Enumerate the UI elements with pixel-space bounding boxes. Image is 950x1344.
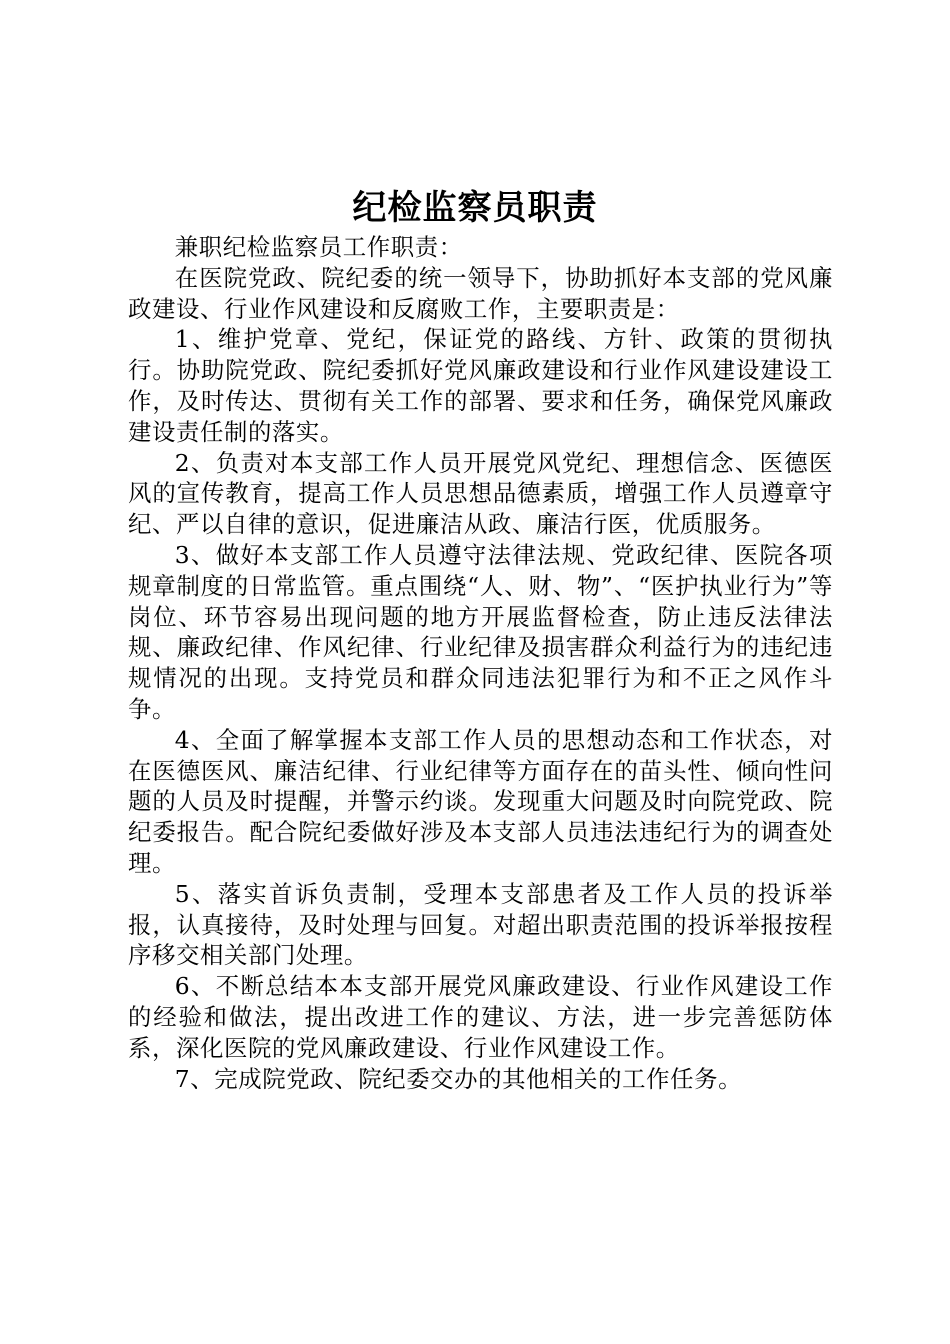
paragraph-item-2: 2、负责对本支部工作人员开展党风党纪、理想信念、医德医风的宣传教育，提高工作人员思想品德素质，增强工作人员遵章守纪、严以自律的意识，促进廉洁从政、廉洁行医，优质服务。 (128, 448, 833, 539)
document-body (128, 232, 833, 1094)
paragraph-item-3: 3、做好本支部工作人员遵守法律法规、党政纪律、医院各项规章制度的日常监管。重点围绕“人、财、物”、“医护执业行为”等岗位、环节容易出现问题的地方开展监督检查，防止违反法律法规、廉政纪律、作风纪律、行业纪律及损害群众利益行为的违纪违规情况的出现。支持党员和群众同违法犯罪行为和不正之风作斗争。 (128, 540, 833, 723)
paragraph-preamble: 在医院党政、院纪委的统一领导下，协助抓好本支部的党风廉政建设、行业作风建设和反腐败工作，主要职责是： (128, 263, 833, 323)
document-title: 纪检监察员职责 (352, 188, 598, 228)
paragraph-intro: 兼职纪检监察员工作职责： (174, 233, 463, 261)
paragraph-item-6: 6、不断总结本本支部开展党风廉政建设、行业作风建设工作的经验和做法，提出改进工作的建议、方法，进一步完善惩防体系，深化医院的党风廉政建设、行业作风建设工作。 (128, 972, 833, 1062)
paragraph-item-5: 5、落实首诉负责制，受理本支部患者及工作人员的投诉举报，认真接待，及时处理与回复。对超出职责范围的投诉举报按程序移交相关部门处理。 (128, 879, 833, 970)
paragraph-item-7: 7、完成院党政、院纪委交办的其他相关的工作任务。 (174, 1064, 743, 1093)
paragraph-item-4: 4、全面了解掌握本支部工作人员的思想动态和工作状态，对在医德医风、廉洁纪律、行业纪律等方面存在的苗头性、倾向性问题的人员及时提醒，并警示约谈。发现重大问题及时向院党政、院纪委报告。配合院纪委做好涉及本支部人员违法违纪行为的调查处理。 (128, 725, 833, 877)
paragraph-item-1: 1、维护党章、党纪，保证党的路线、方针、政策的贯彻执行。协助院党政、院纪委抓好党风廉政建设和行业作风建设建设工作，及时传达、贯彻有关工作的部署、要求和任务，确保党风廉政建设责任制的落实。 (128, 325, 833, 446)
